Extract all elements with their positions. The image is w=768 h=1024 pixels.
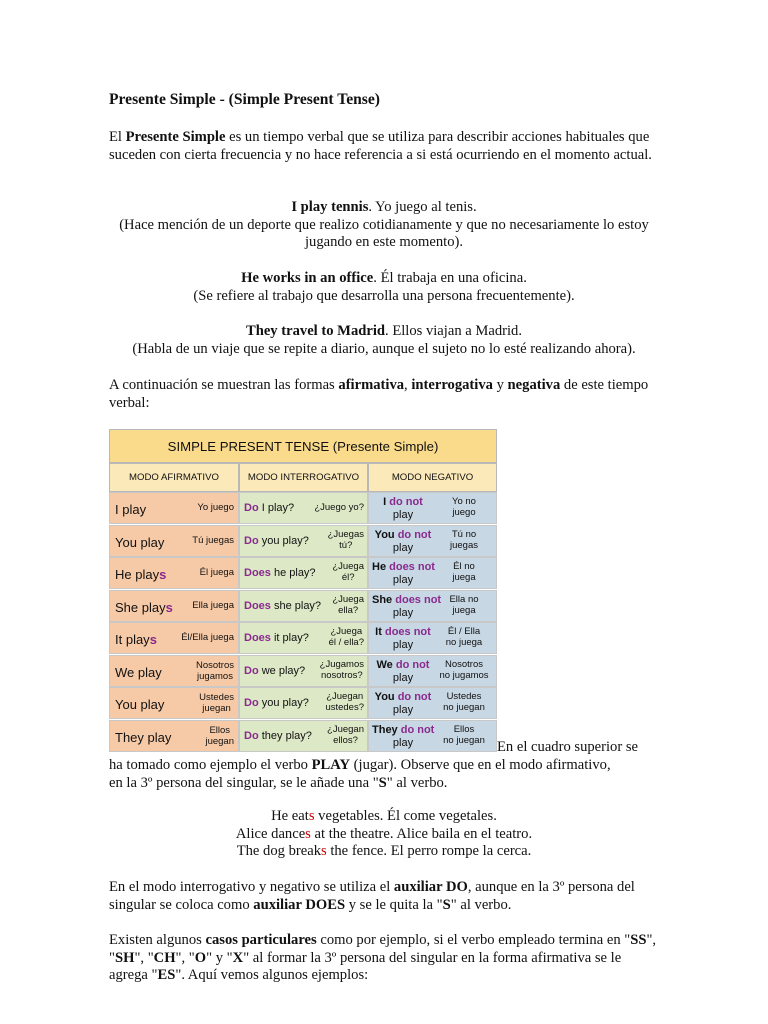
cases-bold-x: X [232, 949, 244, 966]
negative-cell [368, 720, 497, 752]
negative-verb: play [392, 639, 414, 651]
example-text: . Él trabaja en una oficina. [373, 270, 527, 286]
negative-verb: play [392, 672, 414, 684]
after-text-4: " al verbo. [386, 774, 448, 791]
negative-spanish [434, 562, 494, 583]
interrogative-english [244, 567, 316, 579]
after-table-inline: En el cuadro superior se [497, 739, 639, 755]
interrogative-aux: Does [244, 600, 271, 612]
negative-english [372, 529, 434, 555]
interrogative-rest: they play? [258, 730, 312, 742]
interrogative-spanish [327, 725, 364, 746]
interrogative-spanish [314, 503, 364, 514]
example-bold: I play tennis [291, 199, 369, 215]
negative-verb: play [392, 542, 414, 554]
affirmative-suffix: s [165, 600, 173, 615]
interrogative-cell [239, 622, 368, 654]
interrogative-spanish-line: nosotros? [320, 669, 363, 681]
interrogative-aux: Do [244, 535, 259, 547]
affirmative-spanish-line: jugamos [197, 670, 233, 682]
negative-subject: He [372, 561, 387, 573]
negative-spanish-line: Tú no [451, 529, 477, 540]
affirmative-verb: They play [115, 730, 172, 745]
interrogative-rest: she play? [270, 600, 322, 612]
negative-spanish [434, 627, 494, 648]
example-text: . Yo juego al tenis. [368, 199, 477, 215]
negative-subject: We [376, 659, 393, 671]
conjugation-table [109, 429, 497, 753]
interrogative-aux: Does [244, 632, 271, 644]
aux-text: En el modo interrogativo y negativo se utiliza el [109, 879, 394, 895]
interrogative-spanish-line: él / ella? [328, 636, 364, 648]
affirmative-spanish-line: Él juega [199, 567, 234, 578]
negative-spanish [434, 660, 494, 681]
interrogative-rest: it play? [270, 632, 309, 644]
cases-bold-ss: SS [630, 932, 647, 948]
example-text: . Ellos viajan a Madrid. [385, 323, 523, 339]
interrogative-english [244, 600, 321, 612]
affirmative-cell [109, 687, 239, 719]
s-example-pre: He eat [271, 808, 309, 824]
affirmative-spanish-line: juegan [202, 702, 231, 714]
affirmative-english [115, 729, 171, 747]
interrogative-aux: Do [244, 697, 259, 709]
interrogative-english [244, 632, 309, 644]
intro-text-2: es un tiempo verbal que se utiliza para describir acciones habituales que suceden con cierta frecuencia y no hace referencia a si está ocurriendo en el momento actual. [109, 129, 652, 163]
interrogative-aux: Do [244, 502, 259, 514]
aux-bold-s: S [442, 896, 451, 913]
negative-cell [368, 590, 497, 622]
affirmative-spanish [205, 726, 234, 747]
negative-spanish-line: Él / Ella [447, 626, 481, 637]
interrogative-spanish-line: ¿Juego yo? [314, 502, 364, 513]
interrogative-spanish-line: ¿Juega [332, 594, 364, 605]
affirmative-spanish-line: Tú juegas [192, 535, 234, 546]
negative-english [372, 496, 434, 522]
interrogative-cell [239, 525, 368, 557]
affirmative-spanish [199, 693, 234, 714]
negative-spanish-line: Yo no [452, 496, 476, 507]
example-3 [109, 323, 659, 358]
affirmative-suffix: s [149, 632, 157, 647]
aux-paragraph [109, 879, 661, 914]
interrogative-english [244, 697, 309, 709]
negative-verb: play [392, 574, 414, 586]
interrogative-cell [239, 720, 368, 752]
affirmative-verb: I play [115, 502, 147, 517]
interrogative-cell [239, 687, 368, 719]
after-bold-s: S [378, 774, 387, 791]
cases-bold-o: O [194, 949, 207, 966]
example-1 [109, 199, 659, 252]
intro-paragraph [109, 129, 659, 164]
forms-text: A continuación se muestran las formas [109, 377, 339, 393]
affirmative-spanish-line: juegan [205, 735, 234, 747]
affirmative-spanish-line: Ella juega [192, 600, 234, 611]
negative-spanish-line: juega [452, 571, 476, 583]
negative-english [372, 594, 442, 620]
example-2 [109, 270, 659, 305]
cases-text-2: como por ejemplo, si el verbo empleado termina en " [316, 932, 631, 948]
negative-cell [368, 525, 497, 557]
example-bold: He works in an office [241, 270, 374, 286]
affirmative-spanish-line: Él/Ella juega [181, 632, 234, 643]
negative-spanish-line: juego [452, 506, 476, 518]
negative-english [372, 691, 434, 717]
aux-text-4: " al verbo. [450, 896, 512, 913]
negative-aux: do not [397, 529, 432, 541]
affirmative-cell [109, 590, 239, 622]
s-example-suffix: s [308, 808, 315, 824]
s-example-pre: Alice dance [235, 825, 306, 842]
negative-spanish-line: no juegan [443, 701, 485, 713]
table-title: SIMPLE PRESENT TENSE (Presente Simple) [109, 429, 497, 463]
s-example-post: vegetables. Él come vegetales. [314, 808, 497, 824]
affirmative-verb: He play [115, 567, 160, 582]
intro-text: El [109, 129, 126, 145]
negative-aux: do not [397, 691, 432, 703]
affirmative-english [115, 566, 166, 584]
negative-cell [368, 557, 497, 589]
negative-english [372, 626, 434, 652]
affirmative-english [115, 599, 173, 617]
aux-bold-do: auxiliar DO [393, 879, 468, 895]
negative-spanish-line: Ustedes [446, 691, 482, 702]
example-note: (Hace mención de un deporte que realizo cotidianamente y que no necesariamente lo estoy jugando en este momento). [119, 216, 649, 250]
affirmative-cell [109, 525, 239, 557]
negative-cell [368, 622, 497, 654]
affirmative-cell [109, 655, 239, 687]
affirmative-verb: She play [115, 600, 166, 615]
s-example-post: the fence. El perro rompe la cerca. [326, 843, 532, 859]
cases-text: Existen algunos [109, 932, 206, 948]
negative-aux: do not [400, 724, 435, 736]
forms-bold-affirmative: afirmativa [338, 377, 405, 393]
after-bold-play: PLAY [311, 757, 351, 773]
example-bold: They travel to Madrid [245, 323, 386, 339]
interrogative-spanish-line: ¿Juegas [327, 529, 364, 540]
after-text-2: (jugar). Observe que en el modo afirmativo, [350, 757, 611, 773]
negative-spanish-line: no juega [445, 636, 483, 648]
forms-bold-negative: negativa [507, 377, 561, 393]
interrogative-aux: Do [244, 730, 259, 742]
affirmative-english [115, 664, 162, 682]
affirmative-cell [109, 720, 239, 752]
affirmative-spanish [200, 568, 234, 579]
negative-english [372, 659, 434, 685]
intro-bold: Presente Simple [125, 129, 226, 145]
example-note: (Habla de un viaje que se repite a diario, aunque el sujeto no lo esté realizando ahora). [132, 340, 636, 357]
negative-spanish [434, 725, 494, 746]
negative-spanish-line: no jugamos [439, 669, 489, 681]
interrogative-spanish [332, 562, 364, 583]
interrogative-english [244, 535, 309, 547]
negative-verb: play [392, 704, 414, 716]
affirmative-spanish [181, 633, 234, 644]
s-examples [109, 808, 659, 861]
header-interrogative: MODO INTERROGATIVO [239, 463, 368, 492]
affirmative-english [115, 631, 157, 649]
negative-subject: It [375, 626, 382, 638]
interrogative-english [244, 730, 312, 742]
negative-spanish [434, 497, 494, 518]
aux-text-3: y se le quita la " [345, 896, 443, 913]
negative-verb: play [392, 509, 414, 521]
interrogative-cell [239, 590, 368, 622]
affirmative-verb: You play [115, 697, 165, 712]
after-table-paragraph [109, 757, 669, 792]
interrogative-rest: you play? [258, 697, 309, 709]
affirmative-cell [109, 492, 239, 524]
interrogative-rest: we play? [258, 665, 306, 677]
after-text: ha tomado como ejemplo el verbo [109, 757, 312, 773]
example-note: (Se refiere al trabajo que desarrolla una persona frecuentemente). [193, 287, 575, 304]
interrogative-spanish-line: él? [341, 571, 355, 583]
negative-subject: They [372, 724, 398, 736]
interrogative-spanish-line: ¿Jugamos [319, 659, 364, 670]
interrogative-cell [239, 557, 368, 589]
interrogative-aux: Do [244, 665, 259, 677]
s-example-post: at the theatre. Alice baila en el teatro. [310, 825, 533, 842]
affirmative-spanish-line: Yo juego [197, 502, 234, 513]
s-example-pre: The dog break [236, 843, 321, 859]
header-negative: MODO NEGATIVO [368, 463, 497, 492]
affirmative-suffix: s [159, 567, 167, 582]
negative-aux: does not [395, 594, 442, 606]
negative-spanish-line: juegas [450, 539, 478, 551]
affirmative-verb: You play [115, 535, 165, 550]
negative-spanish-line: no juegan [443, 734, 485, 746]
interrogative-rest: he play? [270, 567, 316, 579]
cases-text-3: ", " [109, 932, 657, 966]
affirmative-spanish-line: Ellos [209, 725, 231, 736]
affirmative-verb: It play [115, 632, 150, 647]
negative-english [372, 724, 434, 750]
after-text-3: en la 3º persona del singular, se le añade una " [109, 774, 379, 791]
interrogative-rest: I play? [258, 502, 295, 514]
interrogative-spanish-line: ella? [338, 604, 359, 616]
interrogative-aux: Does [244, 567, 271, 579]
affirmative-cell [109, 557, 239, 589]
forms-text-2: , [404, 377, 412, 393]
cases-text-6: " y " [206, 949, 233, 966]
negative-spanish-line: juega [452, 604, 476, 616]
interrogative-spanish-line: ¿Juegan [326, 691, 364, 702]
affirmative-cell [109, 622, 239, 654]
interrogative-cell [239, 492, 368, 524]
interrogative-spanish [329, 627, 364, 648]
cases-text-4: ", " [134, 949, 154, 966]
cases-paragraph [109, 932, 657, 985]
cases-text-7: " al formar la 3º persona del singular en la forma afirmativa se le agrega " [109, 949, 622, 983]
cases-bold: casos particulares [205, 932, 317, 948]
interrogative-rest: you play? [258, 535, 309, 547]
affirmative-verb: We play [115, 665, 162, 680]
interrogative-cell [239, 655, 368, 687]
cases-text-8: ". Aquí vemos algunos ejemplos: [175, 967, 369, 983]
cases-bold-es: ES [157, 967, 176, 983]
negative-subject: You [374, 529, 395, 541]
aux-text-2: , aunque en la 3º persona del singular se coloca como [109, 879, 635, 913]
negative-spanish-line: Él no [453, 561, 475, 572]
interrogative-spanish-line: ustedes? [325, 701, 364, 713]
negative-verb: play [392, 737, 414, 749]
negative-spanish-line: Ella no [449, 594, 479, 605]
negative-aux: does not [384, 626, 431, 638]
cases-bold-ch: CH [153, 949, 176, 966]
affirmative-english [115, 696, 164, 714]
forms-text-3: y [492, 377, 508, 393]
negative-spanish-line: Nosotros [444, 659, 483, 670]
negative-cell [368, 492, 497, 524]
affirmative-spanish-line: Ustedes [199, 692, 234, 703]
negative-spanish [434, 595, 494, 616]
affirmative-spanish [197, 503, 234, 514]
affirmative-spanish [192, 536, 234, 547]
negative-cell [368, 687, 497, 719]
affirmative-english [115, 501, 146, 519]
negative-verb: play [392, 607, 414, 619]
interrogative-spanish-line: ¿Juega [332, 561, 364, 572]
header-affirmative: MODO AFIRMATIVO [109, 463, 239, 492]
forms-text-4: de este tiempo verbal: [109, 377, 649, 411]
negative-subject: You [374, 691, 395, 703]
s-example [109, 808, 659, 826]
aux-bold-does: auxiliar DOES [253, 896, 346, 913]
interrogative-spanish-line: tú? [339, 539, 353, 551]
negative-spanish [434, 530, 494, 551]
interrogative-spanish-line: ¿Juega [330, 626, 363, 637]
affirmative-english [115, 534, 164, 552]
interrogative-english [244, 502, 294, 514]
negative-subject: She [372, 594, 393, 606]
interrogative-spanish [325, 692, 364, 713]
interrogative-spanish [332, 595, 364, 616]
negative-aux: do not [395, 659, 430, 671]
page-title: Presente Simple - (Simple Present Tense) [109, 91, 380, 108]
interrogative-spanish [328, 530, 364, 551]
affirmative-spanish [192, 601, 234, 612]
negative-english [372, 561, 434, 587]
cases-text-5: ", " [175, 949, 195, 966]
affirmative-spanish-line: Nosotros [195, 660, 234, 671]
negative-aux: does not [389, 561, 435, 573]
s-example-suffix: s [305, 825, 311, 842]
forms-paragraph [109, 377, 654, 412]
negative-subject: I [383, 496, 387, 508]
negative-aux: do not [389, 496, 423, 508]
interrogative-english [244, 665, 305, 677]
forms-bold-interrogative: interrogativa [411, 377, 493, 393]
cases-bold-sh: SH [114, 949, 135, 966]
s-example-suffix: s [321, 843, 327, 859]
interrogative-spanish-line: ¿Juegan [327, 724, 364, 735]
interrogative-spanish [320, 660, 364, 681]
affirmative-spanish [196, 661, 234, 682]
negative-cell [368, 655, 497, 687]
interrogative-spanish-line: ellos? [333, 734, 358, 746]
s-example [109, 843, 659, 861]
negative-spanish [434, 692, 494, 713]
s-example [109, 826, 659, 844]
negative-spanish-line: Ellos [453, 724, 475, 735]
